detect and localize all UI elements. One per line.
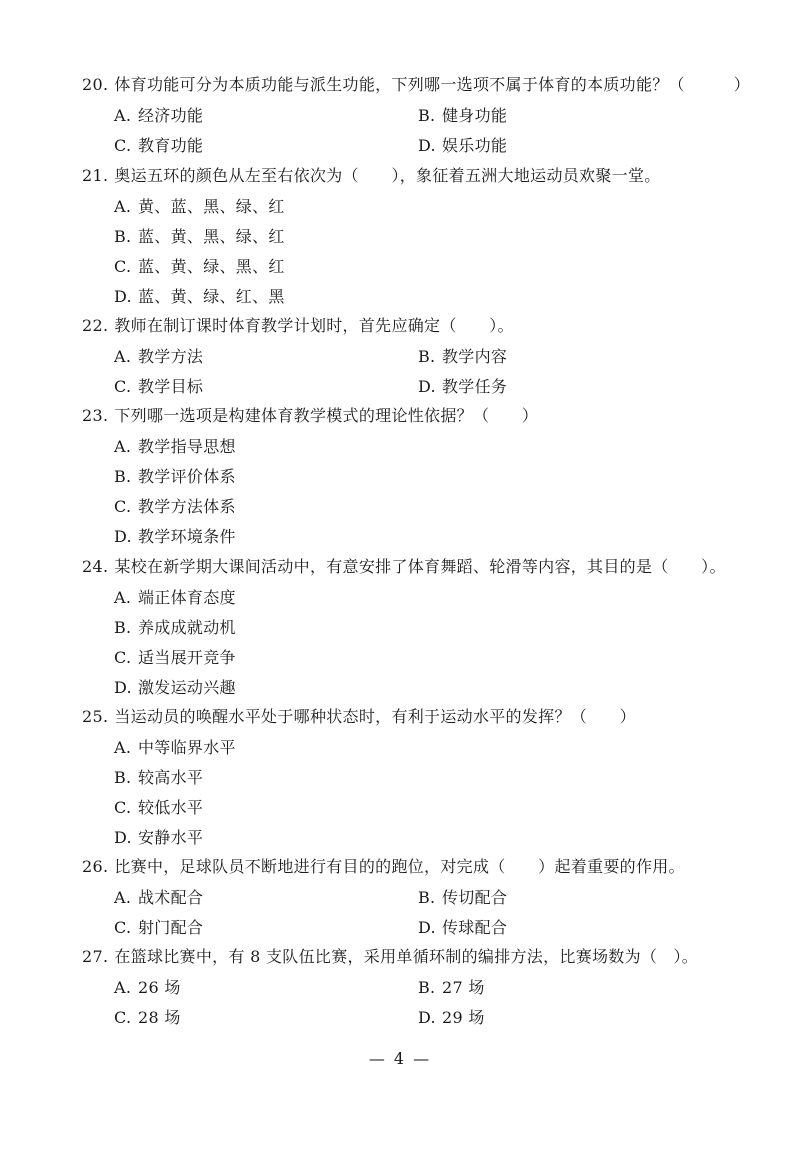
option-c: C. 教学方法体系 [114, 497, 236, 516]
option-c: C. 射门配合 [114, 918, 204, 937]
option-c: C. 较低水平 [114, 798, 204, 817]
question-text: 下列哪一选项是构建体育教学模式的理论性依据？（ ） [114, 406, 539, 425]
page-number: — 4 — [368, 1049, 432, 1068]
option-d: D. 29 场 [418, 1008, 485, 1027]
option-a: A. 中等临界水平 [114, 738, 236, 757]
option-d: D. 娱乐功能 [418, 136, 508, 155]
question-number: 26. [82, 857, 109, 876]
option-b: B. 养成成就动机 [114, 618, 236, 637]
question-24-stem [82, 557, 726, 577]
question-26-stem [82, 857, 685, 877]
question-number: 22. [82, 316, 109, 335]
question-text: 某校在新学期大课间活动中，有意安排了体育舞蹈、轮滑等内容，其目的是（ ）。 [114, 557, 726, 576]
question-number: 20. [82, 75, 109, 94]
option-a: A. 端正体育态度 [114, 588, 236, 607]
option-d: D. 教学环境条件 [114, 527, 236, 546]
question-22-stem [82, 316, 514, 336]
question-text: 当运动员的唤醒水平处于哪种状态时，有利于运动水平的发挥？（ ） [114, 707, 636, 726]
question-text: 比赛中，足球队员不断地进行有目的的跑位，对完成（ ）起着重要的作用。 [114, 857, 685, 876]
option-d: D. 安静水平 [114, 828, 204, 847]
option-a: A. 战术配合 [114, 888, 204, 907]
question-number: 25. [82, 707, 109, 726]
option-a: A. 教学方法 [114, 347, 204, 366]
question-number: 27. [82, 947, 109, 966]
option-c: C. 教育功能 [114, 136, 204, 155]
option-c: C. 教学目标 [114, 377, 204, 396]
option-a: A. 经济功能 [114, 106, 204, 125]
option-b: B. 教学内容 [418, 347, 508, 366]
option-d: D. 教学任务 [418, 377, 508, 396]
question-27-stem [82, 947, 698, 967]
question-number: 23. [82, 406, 109, 425]
option-c: C. 蓝、黄、绿、黑、红 [114, 257, 285, 276]
option-c: C. 适当展开竞争 [114, 648, 236, 667]
option-a: A. 黄、蓝、黑、绿、红 [114, 197, 285, 216]
question-23-stem [82, 406, 538, 426]
question-text: 教师在制订课时体育教学计划时，首先应确定（ ）。 [114, 316, 514, 335]
option-b: B. 健身功能 [418, 106, 508, 125]
option-d: D. 传球配合 [418, 918, 508, 937]
option-b: B. 传切配合 [418, 888, 508, 907]
option-b: B. 27 场 [418, 978, 485, 997]
question-21-stem [82, 166, 661, 186]
question-number: 24. [82, 557, 109, 576]
option-b: B. 教学评价体系 [114, 467, 236, 486]
option-b: B. 较高水平 [114, 768, 204, 787]
option-c: C. 28 场 [114, 1008, 181, 1027]
question-text: 在篮球比赛中，有 8 支队伍比赛，采用单循环制的编排方法，比赛场数为（ ）。 [114, 947, 699, 966]
option-a: A. 26 场 [114, 978, 181, 997]
question-number: 21. [82, 166, 109, 185]
question-20-stem [82, 75, 750, 95]
option-a: A. 教学指导思想 [114, 437, 236, 456]
question-25-stem [82, 707, 636, 727]
option-d: D. 蓝、黄、绿、红、黑 [114, 287, 285, 306]
option-d: D. 激发运动兴趣 [114, 678, 236, 697]
question-text: 体育功能可分为本质功能与派生功能，下列哪一选项不属于体育的本质功能？（ ） [114, 75, 751, 94]
question-text: 奥运五环的颜色从左至右依次为（ ），象征着五洲大地运动员欢聚一堂。 [114, 166, 661, 185]
option-b: B. 蓝、黄、黑、绿、红 [114, 227, 285, 246]
